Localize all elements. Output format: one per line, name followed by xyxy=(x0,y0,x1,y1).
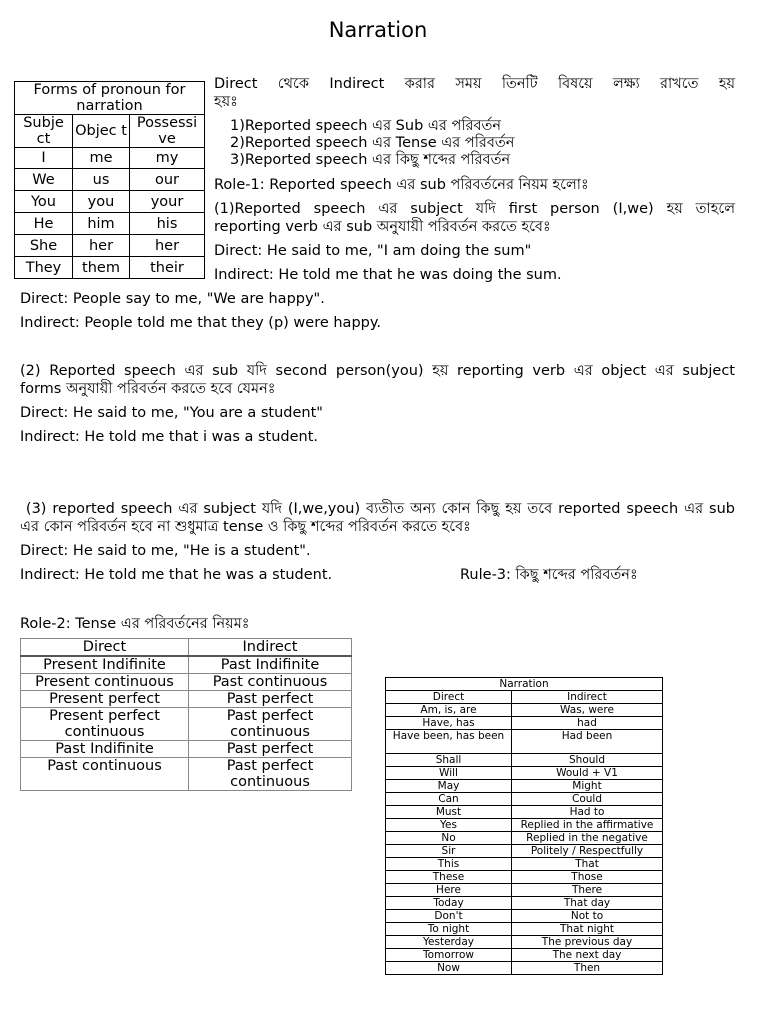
table-cell: Replied in the affirmative xyxy=(512,819,663,832)
role1-rule1-line1: (1)Reported speech এর subject যদি first person (I,we) হয় তাহলে xyxy=(214,201,735,217)
table-cell: my xyxy=(130,148,205,169)
table-cell: Not to xyxy=(512,910,663,923)
table-cell: them xyxy=(73,257,130,279)
page-title: Narration xyxy=(328,18,428,42)
intro-item-2: 2)Reported speech এর Tense এর পরিবর্তন xyxy=(230,135,515,151)
role1-heading: Role-1: Reported speech এর sub পরিবর্তনের নিয়ম হলোঃ xyxy=(214,177,589,193)
table-cell: The next day xyxy=(512,949,663,962)
column-header-possessive: Possessi ve xyxy=(130,115,205,148)
column-header-direct: Direct xyxy=(386,691,512,704)
role1-rule2-line1: (2) Reported speech এর sub যদি second person(you) হয় reporting verb এর object এর subject xyxy=(20,363,735,379)
intro-item-3: 3)Reported speech এর কিছু শব্দের পরিবর্তন xyxy=(230,152,511,168)
role1-rule2-line2: forms অনুযায়ী পরিবর্তন করতে হবে যেমনঃ xyxy=(20,381,276,397)
table-cell: Must xyxy=(386,806,512,819)
table-cell: Will xyxy=(386,767,512,780)
table-cell: Now xyxy=(386,962,512,975)
example3-indirect: Indirect: He told me that i was a student. xyxy=(20,429,319,445)
table-cell: Those xyxy=(512,871,663,884)
example3-direct: Direct: He said to me, "You are a student" xyxy=(20,405,323,421)
column-header-object: Objec t xyxy=(73,115,130,148)
table-cell: Replied in the negative xyxy=(512,832,663,845)
table-cell: Was, were xyxy=(512,704,663,717)
table-cell: Have been, has been xyxy=(386,730,512,754)
tense-change-table xyxy=(20,638,352,791)
table-cell: Had been xyxy=(512,730,663,754)
narration-word-table xyxy=(385,677,663,975)
column-header-indirect: Indirect xyxy=(512,691,663,704)
intro-line-2: হয়ঃ xyxy=(214,94,238,110)
table-cell: him xyxy=(73,213,130,235)
table-cell: Past continuous xyxy=(21,758,189,791)
example2-indirect: Indirect: People told me that they (p) were happy. xyxy=(20,315,381,331)
example2-direct: Direct: People say to me, "We are happy". xyxy=(20,291,325,307)
example1-indirect: Indirect: He told me that he was doing the sum. xyxy=(214,267,562,283)
table-cell: That day xyxy=(512,897,663,910)
table-cell: That xyxy=(512,858,663,871)
table-cell: Might xyxy=(512,780,663,793)
table-cell: Present perfect xyxy=(21,691,189,708)
role2-heading: Role-2: Tense এর পরিবর্তনের নিয়মঃ xyxy=(20,616,250,632)
table-cell: your xyxy=(130,191,205,213)
table-cell: our xyxy=(130,169,205,191)
table-cell: Should xyxy=(512,754,663,767)
table-cell: Can xyxy=(386,793,512,806)
table-cell: her xyxy=(73,235,130,257)
example4-direct: Direct: He said to me, "He is a student". xyxy=(20,543,311,559)
table-cell: May xyxy=(386,780,512,793)
intro-item-1: 1)Reported speech এর Sub এর পরিবর্তন xyxy=(230,118,502,134)
table-cell: These xyxy=(386,871,512,884)
table-cell: Past continuous xyxy=(189,674,352,691)
table-cell: This xyxy=(386,858,512,871)
table-cell: Have, has xyxy=(386,717,512,730)
example4-indirect: Indirect: He told me that he was a student. xyxy=(20,567,333,583)
table-cell: you xyxy=(73,191,130,213)
role1-rule3-line1: (3) reported speech এর subject যদি (I,we,you) ব্যতীত অন্য কোন কিছু হয় তবে reported speech এর sub xyxy=(20,501,735,517)
table-cell: us xyxy=(73,169,130,191)
table-cell: I xyxy=(15,148,73,169)
table-cell: Had to xyxy=(512,806,663,819)
table-cell: No xyxy=(386,832,512,845)
table-cell: Past perfect xyxy=(189,741,352,758)
table-cell: her xyxy=(130,235,205,257)
example1-direct: Direct: He said to me, "I am doing the sum" xyxy=(214,243,532,259)
table-cell: She xyxy=(15,235,73,257)
table-cell: That night xyxy=(512,923,663,936)
table-cell: me xyxy=(73,148,130,169)
table-cell: Could xyxy=(512,793,663,806)
table-cell: We xyxy=(15,169,73,191)
table-cell: Present continuous xyxy=(21,674,189,691)
table-cell: Shall xyxy=(386,754,512,767)
column-header-indirect: Indirect xyxy=(189,639,352,657)
table-cell: Yes xyxy=(386,819,512,832)
table-cell: The previous day xyxy=(512,936,663,949)
table-cell: Tomorrow xyxy=(386,949,512,962)
table-cell: Present perfect continuous xyxy=(21,708,189,741)
table-cell: Past Indifinite xyxy=(189,656,352,674)
table-cell: They xyxy=(15,257,73,279)
table-cell: There xyxy=(512,884,663,897)
table-cell: his xyxy=(130,213,205,235)
pronoun-table-caption: Forms of pronoun for narration xyxy=(15,82,205,115)
table-cell: You xyxy=(15,191,73,213)
role1-rule1-line2: reporting verb এর sub অনুযায়ী পরিবর্তন করতে হবেঃ xyxy=(214,219,551,235)
table-cell: Here xyxy=(386,884,512,897)
table-cell: Past Indifinite xyxy=(21,741,189,758)
table-cell: Am, is, are xyxy=(386,704,512,717)
table-cell: Present Indifinite xyxy=(21,656,189,674)
role1-rule3-line2: এর কোন পরিবর্তন হবে না শুধুমাত্র tense ও কিছু শব্দের পরিবর্তন করতে হবেঃ xyxy=(20,519,471,535)
table-cell: To night xyxy=(386,923,512,936)
table-cell: Yesterday xyxy=(386,936,512,949)
intro-line-1: Direct থেকে Indirect করার সময় তিনটি বিষয়ে লক্ষ্য রাখতে হয় xyxy=(214,76,735,92)
table-cell: Past perfect continuous xyxy=(189,708,352,741)
table-cell: Past perfect continuous xyxy=(189,758,352,791)
narration-table-caption: Narration xyxy=(386,678,663,691)
table-cell: Past perfect xyxy=(189,691,352,708)
table-cell: He xyxy=(15,213,73,235)
table-cell: Politely / Respectfully xyxy=(512,845,663,858)
rule3-heading: Rule-3: কিছু শব্দের পরিবর্তনঃ xyxy=(460,567,638,583)
table-cell: Would + V1 xyxy=(512,767,663,780)
table-cell: Today xyxy=(386,897,512,910)
table-cell: Don't xyxy=(386,910,512,923)
table-cell: Then xyxy=(512,962,663,975)
pronoun-forms-table xyxy=(14,81,205,279)
table-cell: their xyxy=(130,257,205,279)
table-cell: Sir xyxy=(386,845,512,858)
column-header-direct: Direct xyxy=(21,639,189,657)
column-header-subject: Subje ct xyxy=(15,115,73,148)
table-cell: had xyxy=(512,717,663,730)
